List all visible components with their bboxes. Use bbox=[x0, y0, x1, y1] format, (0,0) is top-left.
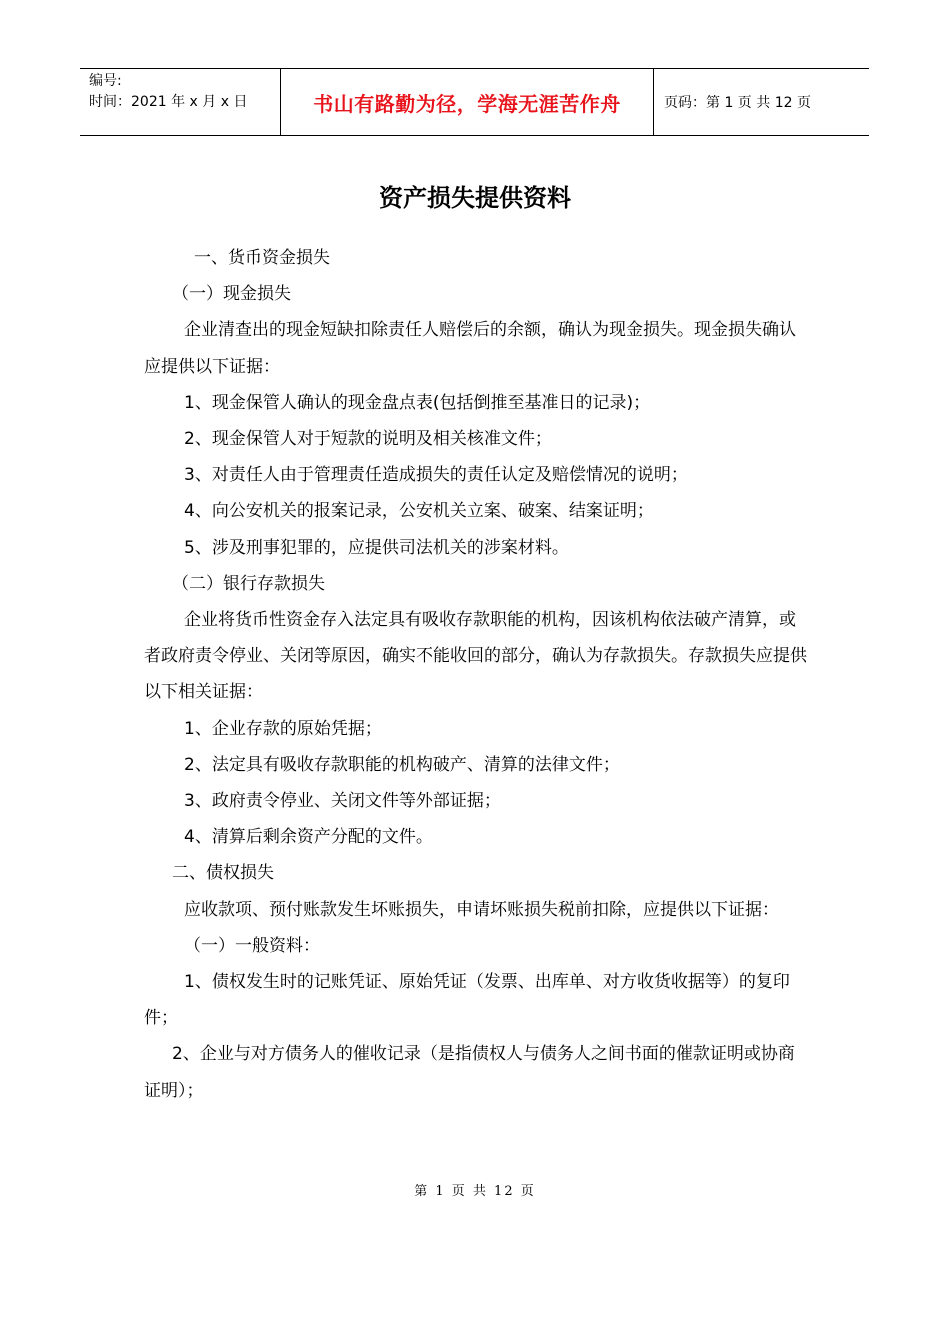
motto-text: 书山有路勤为径，学海无涯苦作舟 bbox=[313, 91, 621, 116]
document-header bbox=[80, 68, 869, 136]
paragraph: 企业将货币性资金存入法定具有吸收存款职能的机构，因该机构依法破产清算，或者政府责令停业、关闭等原因，确实不能收回的部分，确认为存款损失。存款损失应提供以下相关证据： bbox=[144, 610, 807, 703]
subsection-heading: （二）银行存款损失 bbox=[172, 573, 325, 594]
subsection-heading: （一）现金损失 bbox=[172, 284, 291, 305]
list-item: 1、企业存款的原始凭据； bbox=[184, 718, 382, 739]
page-info: 页码：第 1 页 共 12 页 bbox=[664, 95, 811, 111]
section-heading: 二、债权损失 bbox=[172, 863, 274, 884]
paragraph: 应收款项、预付账款发生坏账损失，申请坏账损失税前扣除，应提供以下证据： bbox=[184, 899, 779, 920]
list-item: 2、现金保管人对于短款的说明及相关核准文件； bbox=[184, 429, 552, 450]
header-motto-cell bbox=[281, 69, 654, 135]
list-item: 5、涉及刑事犯罪的，应提供司法机关的涉案材料。 bbox=[184, 537, 569, 558]
list-item: 2、法定具有吸收存款职能的机构破产、清算的法律文件； bbox=[184, 754, 620, 775]
time-label: 时间：2021 年 x 月 x 日 bbox=[89, 94, 248, 110]
list-item: 4、向公安机关的报案记录，公安机关立案、破案、结案证明； bbox=[184, 501, 654, 522]
header-meta-cell bbox=[80, 69, 281, 135]
list-item: 1、债权发生时的记账凭证、原始凭证（发票、出库单、对方收货收据等）的复印件； bbox=[144, 972, 790, 1029]
paragraph: 企业清查出的现金短缺扣除责任人赔偿后的余额，确认为现金损失。现金损失确认应提供以下证据： bbox=[144, 320, 796, 377]
page-footer: 第 1 页 共 12 页 bbox=[414, 1184, 536, 1199]
document-body bbox=[144, 240, 809, 1109]
number-label: 编号: bbox=[89, 73, 122, 89]
list-item: 4、清算后剩余资产分配的文件。 bbox=[184, 827, 433, 848]
list-item: 3、对责任人由于管理责任造成损失的责任认定及赔偿情况的说明； bbox=[184, 465, 688, 486]
list-item: 2、企业与对方债务人的催收记录（是指债权人与债务人之间书面的催款证明或协商证明）； bbox=[144, 1044, 795, 1101]
header-page-cell bbox=[654, 69, 869, 135]
subsection-heading: （一）一般资料： bbox=[184, 935, 320, 956]
list-item: 3、政府责令停业、关闭文件等外部证据； bbox=[184, 791, 501, 812]
document-title: 资产损失提供资料 bbox=[379, 184, 571, 212]
list-item: 1、现金保管人确认的现金盘点表(包括倒推至基准日的记录)； bbox=[184, 392, 651, 413]
section-heading: 一、货币资金损失 bbox=[194, 248, 330, 268]
